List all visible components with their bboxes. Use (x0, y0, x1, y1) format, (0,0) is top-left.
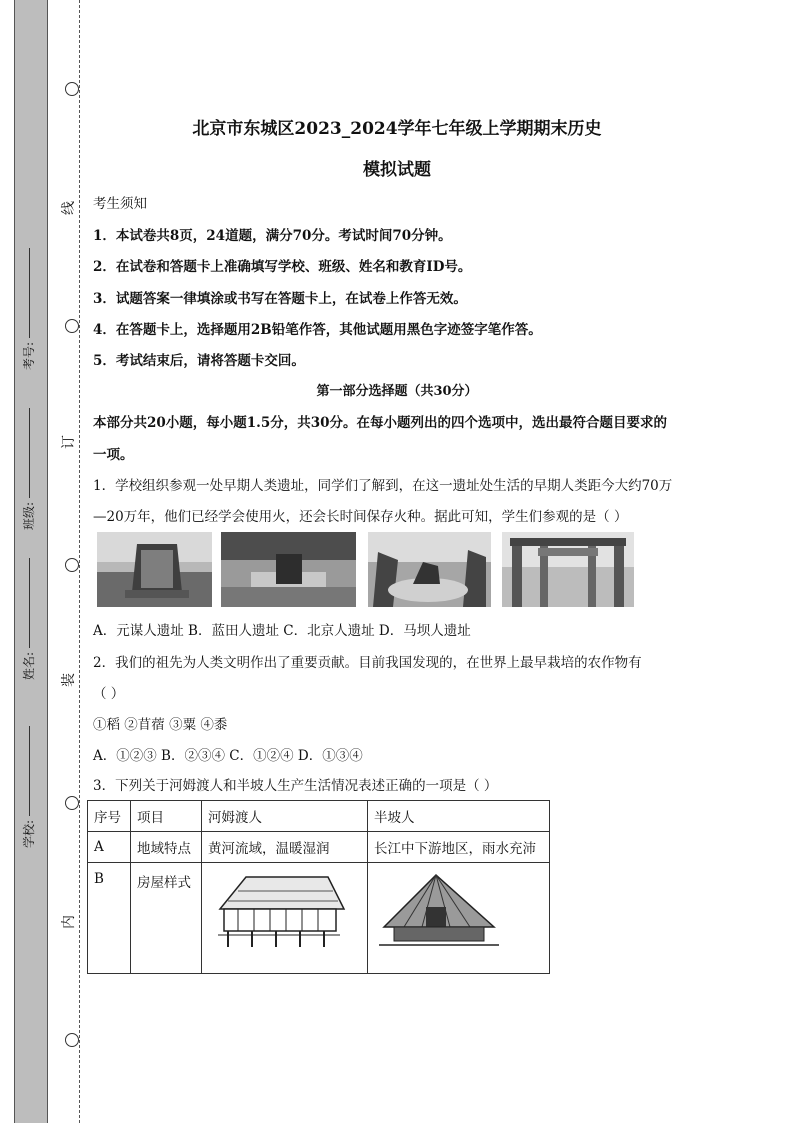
stilt-house-drawing (208, 871, 348, 951)
section-intro: 一项。 (93, 447, 134, 463)
exam-number-field[interactable]: 考号: (20, 248, 37, 370)
question-1-stem: 1．学校组织参观一处早期人类遗址，同学们了解到，在这一遗址处生活的早期人类距今大约70万 (93, 478, 673, 494)
question-2-stem: （ ） (93, 686, 125, 702)
table-cell: 长江中下游地区，雨水充沛 (368, 832, 550, 863)
table-header-cell: 项目 (131, 801, 202, 832)
notice-item: 1．本试卷共8页，24道题，满分70分。考试时间70分钟。 (93, 228, 452, 244)
table-row (88, 863, 550, 974)
notice-item: 5．考试结束后，请将答题卡交回。 (93, 353, 305, 369)
notice-item: 3．试题答案一律填涂或书写在答题卡上，在试卷上作答无效。 (93, 291, 467, 307)
semi-subterranean-house-drawing (374, 871, 504, 953)
binding-hole (65, 1033, 79, 1047)
school-field[interactable]: 学校: (20, 726, 37, 848)
binding-hole (65, 319, 79, 333)
site-photo-monument (97, 532, 212, 607)
page-title: 北京市东城区2023_2024学年七年级上学期期末历史 (192, 119, 602, 139)
question-1-options: A．元谋人遗址 B．蓝田人遗址 C．北京人遗址 D．马坝人遗址 (93, 623, 471, 639)
question-2-options: A．①②③ B．②③④ C．①②④ D．①③④ (93, 748, 363, 764)
question-2-choices: ①稻 ②苜蓿 ③粟 ④黍 (93, 717, 228, 733)
site-photo-rock (368, 532, 491, 607)
class-field[interactable]: 班级: (20, 408, 37, 530)
table-cell (202, 863, 368, 974)
table-header-cell: 半坡人 (368, 801, 550, 832)
binding-hole (65, 558, 79, 572)
table-row (88, 832, 550, 863)
cut-mark: 内 (58, 915, 78, 929)
section-heading: 第一部分选择题（共30分） (316, 384, 478, 399)
cut-mark: 线 (58, 201, 78, 215)
table-cell: B (88, 863, 131, 974)
table-row (88, 801, 550, 832)
site-photo-gate (502, 532, 634, 607)
notice-heading: 考生须知 (93, 196, 147, 212)
cut-mark: 订 (58, 435, 78, 449)
question-3-stem: 3．下列关于河姆渡人和半坡人生产生活情况表述正确的一项是（ ） (93, 778, 498, 794)
section-intro: 本部分共20小题，每小题1.5分，共30分。在每小题列出的四个选项中，选出最符合题目要求的 (93, 415, 668, 431)
page-subtitle: 模拟试题 (363, 160, 431, 180)
table-cell: 地域特点 (131, 832, 202, 863)
table-cell: 房屋样式 (131, 863, 202, 974)
table-header-cell: 河姆渡人 (202, 801, 368, 832)
site-photo-statue (221, 532, 356, 607)
table-cell (368, 863, 550, 974)
notice-item: 4．在答题卡上，选择题用2B铅笔作答，其他试题用黑色字迹签字笔作答。 (93, 322, 542, 338)
question-3-table (87, 800, 550, 974)
question-1-stem: —20万年，他们已经学会使用火，还会长时间保存火种。据此可知，学生们参观的是（ ） (93, 509, 628, 525)
table-header-cell: 序号 (88, 801, 131, 832)
table-cell: 黄河流域，温暖湿润 (202, 832, 368, 863)
cut-mark: 装 (58, 673, 78, 687)
notice-item: 2．在试卷和答题卡上准确填写学校、班级、姓名和教育ID号。 (93, 259, 472, 275)
name-field[interactable]: 姓名: (20, 558, 37, 680)
binding-hole (65, 82, 79, 96)
table-cell: A (88, 832, 131, 863)
question-2-stem: 2．我们的祖先为人类文明作出了重要贡献。目前我国发现的，在世界上最早栽培的农作物有 (93, 655, 642, 671)
binding-hole (65, 796, 79, 810)
